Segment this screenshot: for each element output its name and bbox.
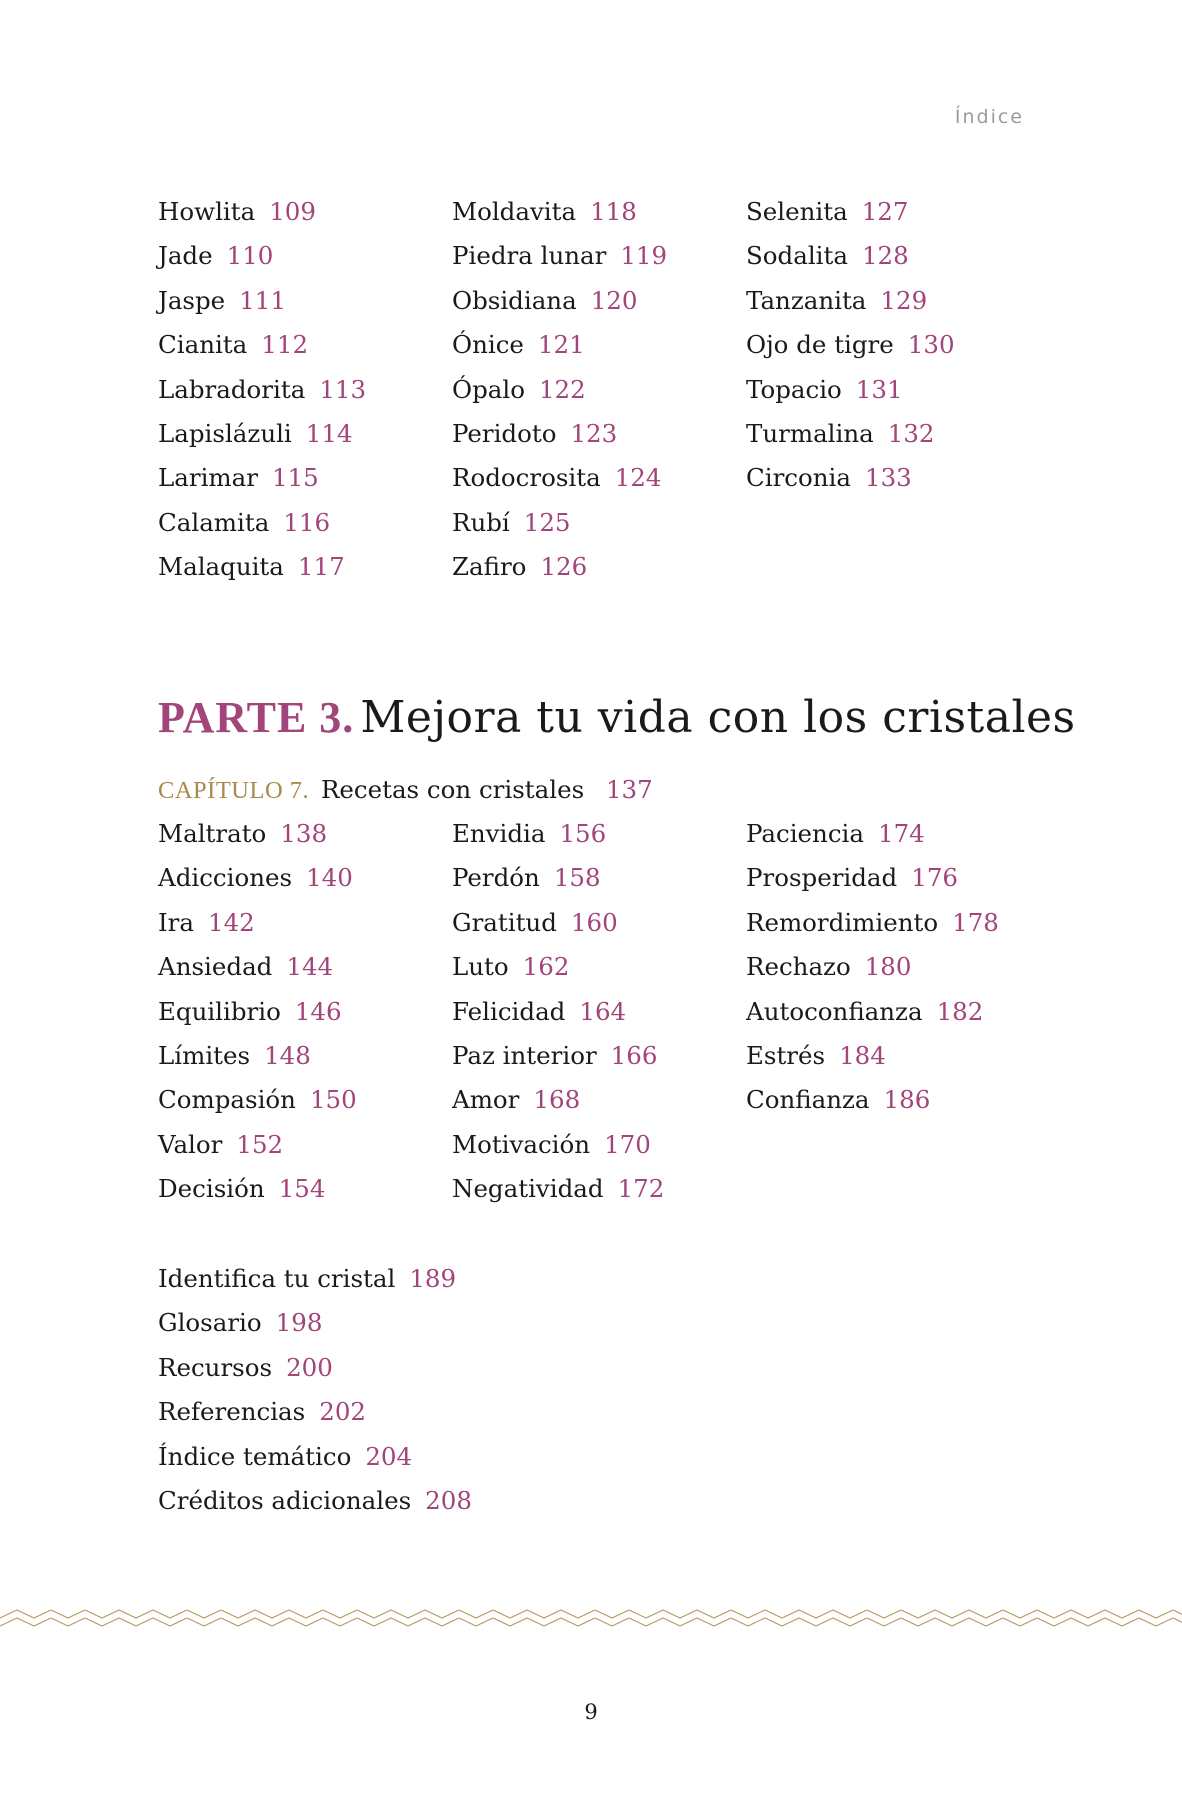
toc-entry-page: 111 — [239, 285, 286, 315]
toc-entry-page: 131 — [855, 374, 903, 404]
toc-entry[interactable] — [452, 1167, 664, 1211]
toc-entry-page: 170 — [604, 1129, 651, 1159]
toc-entry-title: Labradorita — [158, 374, 306, 404]
toc-entry[interactable] — [452, 990, 664, 1034]
toc-entry[interactable] — [746, 190, 955, 234]
toc-entry[interactable] — [746, 901, 999, 945]
toc-entry[interactable] — [158, 1167, 357, 1211]
toc-entry-page: 144 — [286, 952, 334, 982]
toc-entry-title: Tanzanita — [746, 285, 867, 315]
toc-entry-page: 172 — [617, 1174, 665, 1204]
toc-entry-page: 129 — [880, 285, 928, 315]
toc-entry-page: 146 — [294, 996, 342, 1026]
toc-entry-title: Zafiro — [452, 552, 527, 582]
toc-entry-page: 162 — [522, 952, 570, 982]
toc-entry-title: Sodalita — [746, 241, 848, 271]
toc-entry-title: Remordimiento — [746, 907, 939, 937]
toc-entry-title: Jaspe — [158, 285, 226, 315]
toc-entry[interactable] — [452, 1034, 664, 1078]
toc-entry[interactable] — [452, 901, 664, 945]
toc-entry-title: Topacio — [746, 374, 842, 404]
toc-entry-title: Referencias — [158, 1397, 306, 1427]
toc-entry-title: Malaquita — [158, 552, 284, 582]
toc-entry-page: 124 — [614, 463, 662, 493]
toc-entry-title: Felicidad — [452, 996, 566, 1026]
toc-entry-page: 122 — [538, 374, 586, 404]
toc-entry[interactable] — [452, 1123, 664, 1167]
gem-column-2 — [452, 190, 667, 590]
back-matter-column — [158, 1257, 472, 1523]
toc-entry-title: Larimar — [158, 463, 258, 493]
toc-entry-title: Maltrato — [158, 819, 267, 848]
toc-entry-title: Selenita — [746, 197, 848, 226]
toc-entry-page: 204 — [365, 1441, 413, 1471]
toc-entry-page: 140 — [306, 863, 353, 893]
toc-entry[interactable] — [158, 323, 366, 367]
toc-entry[interactable] — [158, 1078, 357, 1122]
toc-entry[interactable] — [746, 456, 955, 500]
toc-entry-title: Luto — [452, 952, 509, 982]
toc-entry-title: Piedra lunar — [452, 241, 607, 271]
chapter-title: Recetas con cristales — [320, 775, 585, 804]
toc-entry-title: Cianita — [158, 330, 248, 360]
toc-entry[interactable] — [746, 234, 955, 278]
toc-entry-title: Amor — [452, 1085, 520, 1115]
toc-entry-page: 138 — [280, 819, 328, 848]
toc-entry-page: 113 — [319, 374, 367, 404]
toc-entry-title: Howlita — [158, 197, 256, 226]
toc-entry[interactable] — [452, 1078, 664, 1122]
toc-entry-page: 132 — [887, 418, 935, 448]
toc-entry[interactable] — [158, 501, 366, 545]
toc-entry[interactable] — [158, 279, 366, 323]
toc-entry-title: Adicciones — [158, 863, 293, 893]
toc-entry-title: Ónice — [452, 330, 524, 360]
toc-entry[interactable] — [452, 501, 667, 545]
toc-entry[interactable] — [746, 1078, 999, 1122]
toc-entry-page: 130 — [907, 330, 955, 360]
toc-entry-page: 128 — [861, 241, 909, 271]
toc-entry-page: 168 — [533, 1085, 581, 1115]
toc-entry[interactable] — [452, 323, 667, 367]
toc-entry-page: 208 — [425, 1485, 472, 1515]
toc-entry-page: 158 — [553, 863, 601, 893]
toc-entry[interactable] — [452, 545, 667, 589]
toc-entry-title: Lapislázuli — [158, 418, 292, 448]
toc-entry-title: Ópalo — [452, 374, 525, 404]
toc-entry-page: 121 — [537, 330, 585, 360]
toc-entry-title: Perdón — [452, 863, 540, 893]
toc-entry[interactable] — [158, 1301, 472, 1345]
recipe-column-3 — [746, 812, 999, 1123]
toc-entry-title: Jade — [158, 241, 213, 271]
part-heading — [158, 688, 1076, 748]
toc-entry[interactable] — [158, 812, 357, 856]
toc-entry[interactable] — [746, 323, 955, 367]
toc-entry-title: Identifica tu cristal — [158, 1264, 396, 1293]
toc-entry-page: 117 — [297, 552, 345, 582]
toc-entry-page: 116 — [283, 507, 331, 537]
toc-entry-page: 127 — [861, 197, 909, 226]
toc-entry[interactable] — [746, 279, 955, 323]
toc-entry-page: 166 — [610, 1040, 658, 1070]
toc-entry[interactable] — [746, 1034, 999, 1078]
toc-entry[interactable] — [158, 1257, 472, 1301]
toc-entry[interactable] — [452, 945, 664, 989]
toc-entry[interactable] — [452, 279, 667, 323]
toc-entry[interactable] — [158, 456, 366, 500]
toc-entry-page: 182 — [936, 996, 984, 1026]
toc-entry-page: 110 — [226, 241, 274, 271]
decorative-divider — [0, 1606, 1182, 1630]
toc-entry[interactable] — [158, 1346, 472, 1390]
toc-entry[interactable] — [158, 901, 357, 945]
toc-entry-title: Rodocrosita — [452, 463, 601, 493]
toc-entry-title: Ira — [158, 907, 194, 937]
toc-entry-page: 160 — [570, 907, 618, 937]
toc-entry-page: 123 — [570, 418, 618, 448]
toc-entry[interactable] — [158, 1479, 472, 1523]
toc-entry-page: 114 — [305, 418, 353, 448]
recipe-column-1 — [158, 812, 357, 1212]
page-number: 9 — [584, 1700, 598, 1724]
toc-entry[interactable] — [158, 990, 357, 1034]
toc-entry-page: 150 — [309, 1085, 357, 1115]
toc-entry-page: 186 — [883, 1085, 931, 1115]
toc-entry[interactable] — [452, 234, 667, 278]
toc-entry-title: Peridoto — [452, 418, 557, 448]
toc-entry-page: 133 — [865, 463, 912, 493]
chapter-label: CAPÍTULO 7. — [158, 777, 310, 804]
toc-entry[interactable] — [158, 1034, 357, 1078]
toc-entry[interactable] — [158, 368, 366, 412]
toc-entry[interactable] — [452, 812, 664, 856]
toc-entry[interactable] — [158, 856, 357, 900]
toc-entry-title: Gratitud — [452, 907, 557, 937]
toc-entry[interactable] — [452, 412, 667, 456]
toc-entry-title: Compasión — [158, 1085, 296, 1115]
toc-entry-title: Ojo de tigre — [746, 330, 894, 360]
toc-entry[interactable] — [746, 368, 955, 412]
recipe-column-2 — [452, 812, 664, 1212]
toc-entry-page: 142 — [208, 907, 255, 937]
toc-entry[interactable] — [158, 234, 366, 278]
toc-entry[interactable] — [746, 945, 999, 989]
toc-entry-title: Obsidiana — [452, 285, 577, 315]
toc-entry-page: 154 — [278, 1174, 326, 1204]
toc-entry-page: 120 — [590, 285, 638, 315]
toc-entry-page: 200 — [286, 1352, 333, 1382]
toc-entry-title: Circonia — [746, 463, 851, 493]
toc-entry-page: 109 — [269, 197, 316, 226]
toc-entry-title: Confianza — [746, 1085, 870, 1115]
toc-entry-page: 176 — [911, 863, 958, 893]
toc-entry[interactable] — [158, 945, 357, 989]
toc-entry[interactable] — [158, 1390, 472, 1434]
toc-entry[interactable] — [452, 856, 664, 900]
toc-entry[interactable] — [158, 1435, 472, 1479]
toc-entry-title: Rechazo — [746, 952, 851, 982]
toc-entry-page: 178 — [952, 907, 999, 937]
toc-entry-page: 164 — [579, 996, 627, 1026]
toc-entry-page: 112 — [261, 330, 309, 360]
toc-entry-page: 198 — [275, 1308, 323, 1338]
toc-entry-title: Límites — [158, 1040, 251, 1070]
toc-entry-title: Equilibrio — [158, 996, 281, 1026]
toc-entry[interactable] — [746, 412, 955, 456]
toc-entry-title: Paz interior — [452, 1040, 597, 1070]
gem-column-1 — [158, 190, 366, 590]
toc-entry-page: 174 — [878, 819, 925, 848]
toc-entry[interactable] — [746, 990, 999, 1034]
toc-entry-title: Envidia — [452, 819, 546, 848]
toc-entry[interactable] — [452, 456, 667, 500]
toc-entry-page: 126 — [540, 552, 588, 582]
toc-entry-page: 180 — [864, 952, 912, 982]
toc-entry-title: Valor — [158, 1129, 223, 1159]
toc-entry[interactable] — [158, 412, 366, 456]
toc-entry-title: Índice temático — [158, 1441, 352, 1471]
part-title: Mejora tu vida con los cristales — [360, 692, 1076, 743]
toc-entry[interactable] — [746, 856, 999, 900]
gem-column-3 — [746, 190, 955, 501]
toc-entry-title: Calamita — [158, 507, 270, 537]
toc-entry-title: Recursos — [158, 1352, 273, 1382]
toc-entry-title: Ansiedad — [158, 952, 273, 982]
toc-entry-page: 118 — [590, 197, 637, 226]
chapter-heading[interactable] — [158, 768, 653, 813]
toc-entry-page: 202 — [319, 1397, 367, 1427]
toc-entry-title: Decisión — [158, 1174, 265, 1204]
toc-entry-title: Turmalina — [746, 418, 874, 448]
toc-entry[interactable] — [452, 190, 667, 234]
chapter-page: 137 — [605, 775, 653, 804]
toc-entry-title: Moldavita — [452, 197, 577, 226]
toc-entry-page: 115 — [271, 463, 319, 493]
toc-entry-page: 125 — [523, 507, 571, 537]
toc-entry[interactable] — [746, 812, 999, 856]
toc-entry-title: Rubí — [452, 507, 510, 537]
toc-entry[interactable] — [158, 545, 366, 589]
toc-entry-page: 189 — [409, 1264, 457, 1293]
toc-entry-title: Motivación — [452, 1129, 591, 1159]
toc-entry[interactable] — [158, 190, 366, 234]
toc-entry-title: Estrés — [746, 1040, 826, 1070]
toc-entry-title: Prosperidad — [746, 863, 898, 893]
toc-entry-title: Paciencia — [746, 819, 864, 848]
toc-entry[interactable] — [158, 1123, 357, 1167]
toc-entry-title: Negatividad — [452, 1174, 604, 1204]
part-label: PARTE 3. — [158, 693, 355, 742]
running-head: Índice — [954, 106, 1024, 128]
toc-entry-page: 184 — [839, 1040, 886, 1070]
toc-entry-title: Glosario — [158, 1308, 262, 1338]
toc-entry-page: 148 — [264, 1040, 311, 1070]
toc-entry-title: Créditos adicionales — [158, 1485, 412, 1515]
toc-entry-page: 156 — [559, 819, 607, 848]
toc-entry-title: Autoconfianza — [746, 996, 923, 1026]
toc-entry[interactable] — [452, 368, 667, 412]
toc-entry-page: 119 — [620, 241, 668, 271]
toc-entry-page: 152 — [236, 1129, 284, 1159]
